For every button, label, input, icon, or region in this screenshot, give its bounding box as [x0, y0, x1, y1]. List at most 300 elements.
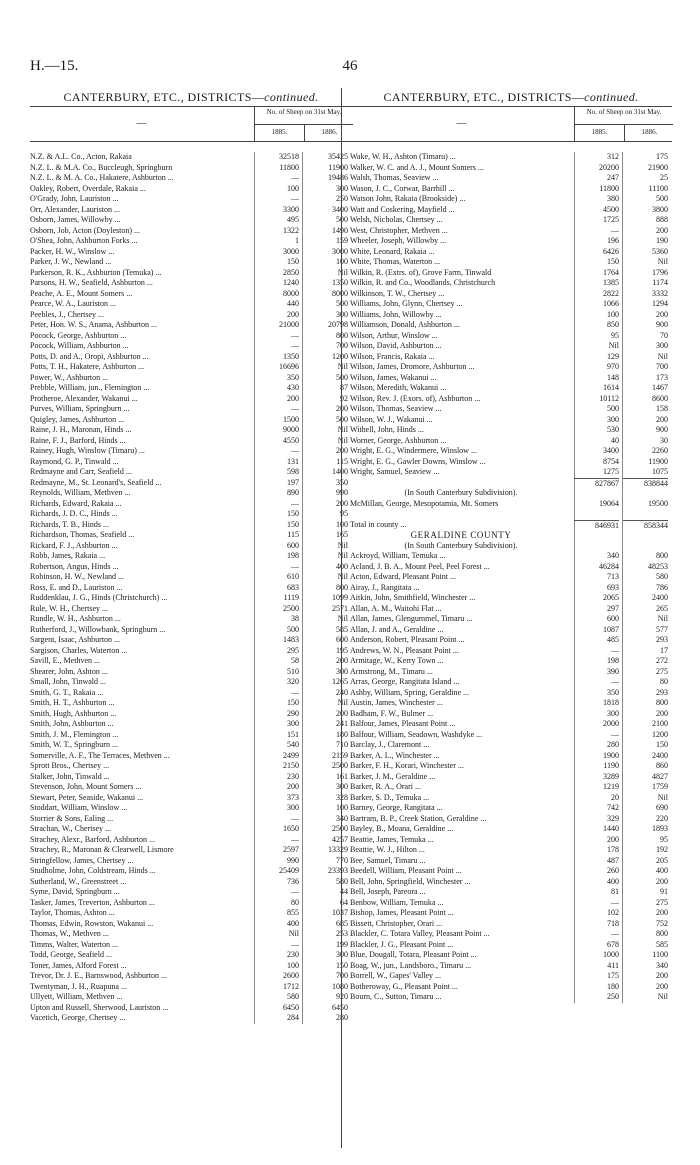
sheep-1885: 16696: [279, 362, 299, 371]
entry-name: Wilson, Meredith, Wakanui ...: [350, 383, 447, 392]
entry-name: Orr, Alexander, Lauriston ...: [30, 204, 120, 214]
sheep-1885: 1440: [603, 824, 619, 833]
sheep-1885: 151: [287, 729, 299, 739]
table-row: [350, 961, 672, 972]
entry-name: Quigley, James, Ashburton ...: [30, 414, 125, 424]
sheep-1885: —: [291, 561, 299, 571]
table-row: [350, 520, 672, 531]
sheep-1885: 95: [611, 330, 619, 340]
table-row: [30, 667, 352, 678]
sheep-1886: 838844: [623, 478, 668, 490]
table-row: [30, 247, 352, 258]
entry-name: Reynolds, William, Methven ...: [30, 488, 131, 497]
table-row: [350, 320, 672, 331]
entry-name: Arras, George, Rangitata Island ...: [350, 677, 460, 686]
sheep-1886: 30: [660, 435, 668, 445]
entry-name: Bell, Joseph, Pareora ...: [350, 887, 426, 896]
sheep-1886: 92: [340, 393, 348, 403]
sheep-1886: 340: [336, 813, 348, 823]
sheep-1885: Nil: [288, 929, 299, 938]
sheep-1885: —: [291, 341, 299, 350]
table-row: [30, 961, 352, 972]
entry-name: Smith, H. T., Ashburton ...: [30, 698, 115, 707]
sheep-1886: 275: [656, 666, 668, 676]
sheep-1885: 250: [607, 992, 619, 1001]
entry-name: Allan, J. and A., Geraldine ...: [350, 624, 444, 634]
entry-name: Rundle, W. H., Ashburton ...: [30, 614, 121, 623]
entry-name: Strachey, Alexr., Barford, Ashburton ...: [30, 834, 156, 844]
sheep-1886: 17: [660, 645, 668, 655]
sheep-1886: Nil: [337, 551, 348, 560]
entry-name: N.Z. L. & M.A. Co., Buccleugh, Springburn: [30, 162, 173, 172]
entry-name: O'Shea, John, Ashburton Forks ...: [30, 236, 138, 245]
sheep-1885: 600: [287, 540, 299, 550]
table-row: [350, 950, 672, 961]
sheep-1885: 678: [607, 939, 619, 949]
sheep-1885: 411: [607, 960, 619, 970]
sheep-1886: 173: [656, 372, 668, 382]
entry-name: Welsh, Nicholas, Chertsey ...: [350, 215, 443, 224]
entry-name: Ashby, William, Spring, Geraldine ...: [350, 687, 469, 697]
sheep-1886: Nil: [337, 435, 348, 445]
entry-name: Beattie, W. J., Hilton ...: [350, 845, 425, 854]
sheep-1885: 131: [287, 456, 299, 466]
sheep-1886: 100: [336, 519, 348, 529]
sheep-1885: —: [291, 194, 299, 203]
entry-name: (In South Canterbury Subdivision).: [404, 488, 518, 497]
sheep-1886: 80: [660, 677, 668, 686]
table-row: [350, 803, 672, 814]
sheep-1886: 2100: [652, 719, 668, 728]
sheep-1886: 220: [656, 813, 668, 823]
table-row: [30, 583, 352, 594]
sheep-1886: 11100: [648, 183, 668, 193]
table-row: [30, 614, 352, 625]
sheep-1885: 1385: [603, 278, 619, 287]
entry-name: Worner, George, Ashburton ...: [350, 435, 447, 445]
entry-name: Richards, T. B., Hinds ...: [30, 519, 110, 529]
sheep-1885: 2150: [283, 761, 299, 770]
entry-name: Redmayne, M., St. Leonard's, Seafield ...: [30, 477, 162, 487]
sheep-1886: 2260: [652, 446, 668, 455]
sheep-1886: 199: [336, 939, 348, 949]
sheep-1886: 500: [336, 372, 348, 382]
table-row: [30, 541, 352, 552]
table-row: [350, 698, 672, 709]
entry-name: Studholme, John, Coldstream, Hinds ...: [30, 866, 156, 875]
sheep-1885: 3300: [283, 204, 299, 214]
table-row: [350, 530, 672, 541]
sheep-1886: 200: [656, 876, 668, 886]
entry-name: Wilson, Francis, Rakaia ...: [350, 351, 435, 361]
sheep-1886: 293: [656, 635, 668, 644]
entry-name: Wright, E. G., Windermere, Winslow ...: [350, 446, 477, 455]
sheep-1886: 577: [656, 624, 668, 634]
sheep-1885: 683: [287, 582, 299, 592]
table-row: [350, 866, 672, 877]
sheep-1886: 253: [336, 929, 348, 938]
sheep-1886: 20798: [328, 320, 348, 329]
table-row: [30, 656, 352, 667]
sheep-1886: 800: [336, 582, 348, 592]
year-1886-header: 1886.: [304, 124, 354, 141]
table-row: [30, 320, 352, 331]
entry-name: N.Z. L. & M. A. Co., Hakatere, Ashburton ...: [30, 173, 174, 182]
sheep-1885: 350: [607, 687, 619, 697]
entry-name: Wheeler, Joseph, Willowby ...: [350, 236, 447, 245]
entry-name: Barker, J. M., Geraldine ...: [350, 771, 436, 781]
table-row: [30, 341, 352, 352]
sheep-1886: Nil: [657, 614, 668, 623]
sheep-1886: 150: [656, 740, 668, 749]
sheep-1886: 1174: [652, 278, 668, 287]
sheep-1886: 340: [656, 960, 668, 970]
sheep-1885: 1900: [603, 750, 619, 760]
sheep-1885: 1764: [603, 267, 619, 277]
sheep-1885: 430: [287, 383, 299, 392]
table-row: [30, 646, 352, 657]
sheep-1885: 2499: [283, 750, 299, 760]
sheep-1885: 610: [287, 572, 299, 581]
sheep-1885: 2600: [283, 971, 299, 980]
entry-name: Richardson, Thomas, Seafield ...: [30, 530, 135, 539]
entry-name: Richards, J. D. C., Hinds ...: [30, 509, 118, 518]
sheep-1885: 25409: [279, 866, 299, 875]
sheep-1885: 530: [607, 425, 619, 434]
sheep-1885: 280: [607, 740, 619, 749]
sheep-1885: 2065: [603, 593, 619, 602]
sheep-1886: 580: [656, 572, 668, 581]
column-title-continued: continued.: [584, 90, 639, 104]
entry-name: Blackler, J. G., Pleasant Point ...: [350, 939, 454, 949]
sheep-1885: 100: [607, 309, 619, 319]
table-row: [30, 562, 352, 573]
table-row: [30, 236, 352, 247]
entry-name: Peache, A. E., Mount Somers ...: [30, 288, 133, 298]
sheep-1886: 3000: [332, 246, 348, 256]
sheep-1886: 786: [656, 582, 668, 592]
sheep-1885: 198: [607, 656, 619, 665]
sheep-1885: —: [611, 729, 619, 739]
sheep-1886: 2400: [652, 593, 668, 602]
sheep-1886: Nil: [657, 257, 668, 266]
entry-name: Ross, E. and D., Lauriston ...: [30, 582, 123, 592]
table-row: [30, 352, 352, 363]
entry-name: Rule, W. H., Chertsey ...: [30, 603, 108, 613]
sheep-1886: 200: [336, 656, 348, 665]
table-row: [350, 656, 672, 667]
table-row: [30, 688, 352, 699]
table-row: [350, 719, 672, 730]
table-row: [350, 415, 672, 426]
table-row: [350, 341, 672, 352]
sheep-1886: 700: [336, 971, 348, 980]
table-row: [350, 257, 672, 268]
table-row: [350, 761, 672, 772]
sheep-count-title: No. of Sheep on 31st May.: [575, 107, 673, 125]
entry-name: Ruddenklau, J. G., Hinds (Christchurch) ...: [30, 593, 168, 602]
table-row: [30, 782, 352, 793]
table-row: [350, 856, 672, 867]
table-row: [350, 278, 672, 289]
table-row: [350, 215, 672, 226]
entry-name: Peebles, J., Chertsey ...: [30, 309, 104, 319]
table-row: [350, 604, 672, 615]
entry-name: Upton and Russell, Sherwood, Lauriston ...: [30, 1002, 169, 1012]
entry-name: Boag, W., jun., Landsboro., Timaru ...: [350, 960, 472, 970]
year-1885-header: 1885.: [591, 128, 608, 136]
table-row: [350, 898, 672, 909]
entry-name: Williams, John, Glynn, Chertsey ...: [350, 299, 463, 308]
sheep-1885: —: [291, 887, 299, 896]
table-row: [30, 457, 352, 468]
entry-name: Andrews, W. N., Pleasant Point ...: [350, 645, 459, 655]
sheep-1886: 13329: [328, 845, 348, 854]
table-row: [30, 362, 352, 373]
entry-name: Prebble, William, jun., Flemington ...: [30, 383, 150, 392]
entry-name: Packer, H. W., Winslow ...: [30, 246, 115, 256]
sheep-1886: 161: [336, 771, 348, 781]
sheep-1885: 713: [607, 572, 619, 581]
sheep-1886: 1200: [332, 351, 348, 361]
table-row: [30, 940, 352, 951]
sheep-1886: 87: [340, 383, 348, 392]
table-row: [30, 289, 352, 300]
entry-name: Balfour, James, Pleasant Point ...: [350, 719, 456, 728]
sheep-1885: 1350: [283, 351, 299, 361]
sheep-1886: 1467: [652, 383, 668, 392]
document-reference: H.—15.: [30, 58, 79, 74]
table-row: [30, 152, 352, 163]
entry-name: Walker, W. C. and A. J., Mount Somers ...: [350, 162, 484, 172]
sheep-1885: —: [611, 645, 619, 655]
sheep-1886: 1265: [332, 677, 348, 686]
table-row: [350, 709, 672, 720]
sheep-1886: 4257: [332, 834, 348, 844]
sheep-1886: 900: [656, 320, 668, 329]
table-row: [30, 604, 352, 615]
entry-name: Wright, Samuel, Seaview ...: [350, 467, 440, 476]
table-row: [350, 772, 672, 783]
entry-name: Power, W., Ashburton ...: [30, 372, 109, 382]
entry-name: Pocock, William, Ashburton ...: [30, 341, 129, 350]
sheep-1886: 23393: [328, 866, 348, 875]
sheep-1886: 990: [336, 488, 348, 497]
sheep-1885: 198: [287, 551, 299, 560]
sheep-1885: 4550: [283, 435, 299, 445]
entry-name: Somerville, A. F., The Terraces, Methven ...: [30, 750, 170, 760]
sheep-1886: 8600: [652, 393, 668, 403]
sheep-1885: 58: [291, 656, 299, 665]
sheep-1886: 300: [336, 782, 348, 791]
sheep-1885: 540: [287, 740, 299, 749]
table-row: [350, 331, 672, 342]
sheep-1885: 693: [607, 582, 619, 592]
sheep-1885: 855: [287, 908, 299, 917]
table-row: [30, 698, 352, 709]
table-row: [350, 236, 672, 247]
entry-name: GERALDINE COUNTY: [410, 530, 512, 540]
table-row: [30, 226, 352, 237]
table-row: [30, 467, 352, 478]
sheep-1886: 205: [656, 855, 668, 865]
entry-name: Watson John, Rakaia (Brookside) ...: [350, 194, 466, 203]
table-row: [30, 404, 352, 415]
table-row: [30, 950, 352, 961]
sheep-1885: 2822: [603, 288, 619, 298]
table-row: [30, 299, 352, 310]
sheep-1885: 115: [287, 530, 299, 539]
sheep-1885: 510: [287, 666, 299, 676]
table-row: [30, 856, 352, 867]
table-row: [350, 782, 672, 793]
sheep-1886: 25: [660, 173, 668, 182]
sheep-1885: 100: [287, 183, 299, 193]
table-row: [350, 373, 672, 384]
sheep-1885: 10112: [599, 393, 619, 403]
entry-name: Badham, F. W., Bulmer ...: [350, 708, 434, 718]
table-row: [30, 635, 352, 646]
sheep-1885: 230: [287, 771, 299, 781]
table-row: [350, 205, 672, 216]
sheep-1886: 500: [336, 414, 348, 424]
table-row: [350, 677, 672, 688]
sheep-1885: 1000: [603, 950, 619, 959]
sheep-1886: 1759: [652, 782, 668, 791]
sheep-count-header: [574, 107, 673, 141]
table-row: [350, 362, 672, 373]
entry-name: Rainey, Hugh, Winslow (Timaru) ...: [30, 446, 145, 455]
sheep-1886: 1037: [332, 908, 348, 917]
sheep-1886: 585: [336, 624, 348, 634]
sheep-1885: 329: [607, 813, 619, 823]
entry-name: Wilson, James, Dromore, Ashburton ...: [350, 362, 475, 371]
sheep-1885: 38: [291, 614, 299, 623]
sheep-1886: Nil: [657, 351, 668, 361]
entry-name: Potts, D. and A., Oropi, Ashburton ...: [30, 351, 149, 361]
entry-name: Peter, Hon. W. S., Anama, Ashburton ...: [30, 320, 158, 329]
table-row: [350, 982, 672, 993]
sheep-1885: —: [291, 404, 299, 413]
entry-name: (In South Canterbury Subdivision).: [404, 540, 518, 550]
entry-name: Ullyett, William, Methven ...: [30, 992, 123, 1001]
sheep-1885: 3289: [603, 771, 619, 781]
sheep-1886: 1796: [652, 267, 668, 277]
sheep-1886: 900: [656, 425, 668, 434]
sheep-1885: 850: [607, 320, 619, 329]
sheep-1885: 400: [607, 876, 619, 886]
table-row: [350, 404, 672, 415]
sheep-1885: 9000: [283, 425, 299, 434]
sheep-1885: 500: [287, 624, 299, 634]
sheep-1885: 200: [287, 782, 299, 791]
entry-name: Richards, Edward, Rakaia ...: [30, 498, 122, 508]
entry-name: Botheroway, G., Pleasant Point ...: [350, 981, 458, 991]
entry-name: Balfour, William, Seadown, Washdyke ...: [350, 729, 483, 739]
table-row: [30, 173, 352, 184]
table-row: [30, 520, 352, 531]
table-row: [30, 530, 352, 541]
sheep-1885: 150: [287, 519, 299, 529]
entry-name: Withell, John, Hinds ...: [350, 425, 424, 434]
table-row: [30, 709, 352, 720]
entry-name: Wilkinson, T. W., Chertsey ...: [350, 288, 445, 298]
sheep-1885: 300: [287, 803, 299, 812]
table-row: [30, 184, 352, 195]
sheep-1885: 200: [287, 393, 299, 403]
sheep-1886: Nil: [337, 540, 348, 550]
entry-name: Rutherford, J., Willowbank, Springburn ...: [30, 624, 166, 634]
table-row: [350, 614, 672, 625]
table-row: [350, 929, 672, 940]
sheep-1886: 888: [656, 215, 668, 224]
sheep-1885: 390: [607, 666, 619, 676]
entry-name: Walsh, Thomas, Seaview ...: [350, 173, 439, 182]
entry-name: Anderson, Robert, Pleasant Point ...: [350, 635, 465, 644]
table-row: [350, 919, 672, 930]
sheep-1885: 21000: [279, 320, 299, 329]
sheep-1886: 1294: [652, 299, 668, 308]
entry-name: Barker, R. A., Orari ...: [350, 782, 421, 791]
sheep-1886: 752: [656, 918, 668, 928]
table-row: [350, 446, 672, 457]
sheep-1885: 2597: [283, 845, 299, 854]
sheep-1885: 846931: [574, 520, 619, 532]
sheep-1885: 8754: [603, 456, 619, 466]
entry-name: Total in county ...: [350, 519, 407, 529]
sheep-1885: 1712: [283, 981, 299, 991]
entry-name: Raine, J. H., Maronan, Hinds ...: [30, 425, 132, 434]
table-row: [350, 352, 672, 363]
table-row: [30, 877, 352, 888]
sheep-1885: —: [291, 173, 299, 182]
table-row: [350, 814, 672, 825]
entry-name: Syme, David, Springburn ...: [30, 887, 120, 896]
sheep-1885: 718: [607, 918, 619, 928]
sheep-1886: 1080: [332, 981, 348, 991]
column-title-text: CANTERBURY, ETC., DISTRICTS—: [63, 90, 265, 104]
table-row: [30, 436, 352, 447]
table-row: [30, 551, 352, 562]
entry-name: Small, John, Tinwald ...: [30, 677, 107, 686]
table-row: [350, 289, 672, 300]
entry-name: Osborn, James, Willowby ...: [30, 215, 121, 224]
table-row: [30, 740, 352, 751]
sheep-1886: 240: [336, 687, 348, 697]
table-row: [350, 740, 672, 751]
sheep-1886: 800: [656, 698, 668, 707]
sheep-1886: 200: [656, 971, 668, 980]
table-row: [350, 299, 672, 310]
sheep-1885: 827867: [574, 478, 619, 490]
sheep-1886: 192: [656, 845, 668, 854]
sheep-1885: 32518: [279, 152, 299, 161]
table-row: [30, 971, 352, 982]
sheep-1885: 487: [607, 855, 619, 865]
sheep-1885: 300: [607, 708, 619, 718]
sheep-1886: 159: [336, 236, 348, 245]
table-row: [30, 751, 352, 762]
sheep-1886: 1100: [652, 950, 668, 959]
sheep-1886: 1350: [332, 278, 348, 287]
table-row: [30, 866, 352, 877]
sheep-1885: 284: [287, 1013, 299, 1022]
sheep-1886: 2500: [332, 824, 348, 833]
table-row: [30, 845, 352, 856]
table-body: [350, 152, 672, 1003]
sheep-1886: 280: [336, 1013, 348, 1022]
entry-name: Sprott Bros., Chertsey ...: [30, 761, 110, 770]
